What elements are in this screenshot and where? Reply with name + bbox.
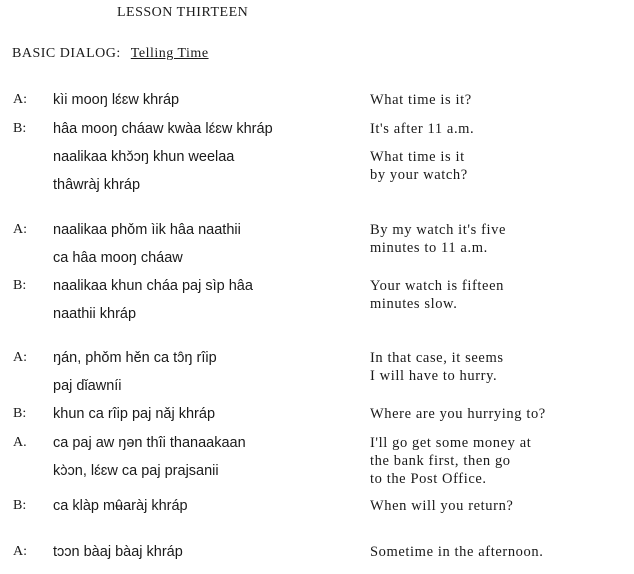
english-translation-line: minutes slow. (370, 296, 458, 312)
english-translation-line: What time is it? (370, 92, 472, 108)
english-translation-line: In that case, it seems (370, 350, 504, 366)
speaker-label: A: (13, 92, 27, 107)
english-translation-line: It's after 11 a.m. (370, 121, 475, 137)
speaker-label: A: (13, 222, 27, 237)
english-translation-line: By my watch it's five (370, 222, 507, 238)
english-translation-line: I'll go get some money at (370, 435, 532, 451)
english-translation-line: Your watch is fifteen (370, 278, 504, 294)
english-translation-line: minutes to 11 a.m. (370, 240, 488, 256)
thai-line: hâa mooŋ cháaw kwàa lɛ́ɛw khráp (53, 121, 273, 137)
thai-line: naalikaa khun cháa paj sìp hâa (53, 278, 253, 294)
english-translation-line: Where are you hurrying to? (370, 406, 546, 422)
lesson-title: LESSON THIRTEEN (117, 5, 249, 20)
speaker-label: B: (13, 121, 27, 136)
thai-line: naalikaa phǒm ìik hâa naathii (53, 222, 241, 238)
english-translation-line: to the Post Office. (370, 471, 487, 487)
english-translation-line: What time is it (370, 149, 465, 165)
thai-line: ŋán, phǒm hěn ca tɔ̂ŋ rîip (53, 350, 217, 366)
thai-line: khun ca rîip paj nǎj khráp (53, 406, 216, 422)
dialog-topic: Telling Time (130, 46, 209, 61)
speaker-label: A: (13, 350, 27, 365)
speaker-label: B: (13, 406, 27, 421)
thai-line: kɔ̀ɔn, lɛ́ɛw ca paj prajsanii (53, 463, 219, 479)
thai-line: ca paj aw ŋən thîi thanaakaan (53, 435, 246, 451)
thai-line: ca hâa mooŋ cháaw (53, 250, 183, 266)
thai-line: tɔɔn bàaj bàaj khráp (53, 544, 183, 560)
thai-line: paj dǐawníi (53, 378, 122, 394)
english-translation-line: Sometime in the afternoon. (370, 544, 544, 560)
speaker-label: A: (13, 544, 27, 559)
thai-line: ca klàp mʉ̂aràj khráp (53, 498, 188, 514)
thai-line: kìi mooŋ lɛ́ɛw khráp (53, 92, 180, 108)
speaker-label: B: (13, 278, 27, 293)
english-translation-line: I will have to hurry. (370, 368, 498, 384)
thai-line: naalikaa khɔ̌ɔŋ khun weelaa (53, 149, 235, 165)
english-translation-line: by your watch? (370, 167, 468, 183)
speaker-label: A. (13, 435, 27, 450)
speaker-label: B: (13, 498, 27, 513)
english-translation-line: When will you return? (370, 498, 514, 514)
english-translation-line: the bank first, then go (370, 453, 511, 469)
thai-line: naathii khráp (53, 306, 137, 322)
dialog-heading-label: BASIC DIALOG: (12, 46, 121, 61)
dialog-heading (12, 46, 209, 62)
thai-line: thâwràj khráp (53, 177, 141, 193)
